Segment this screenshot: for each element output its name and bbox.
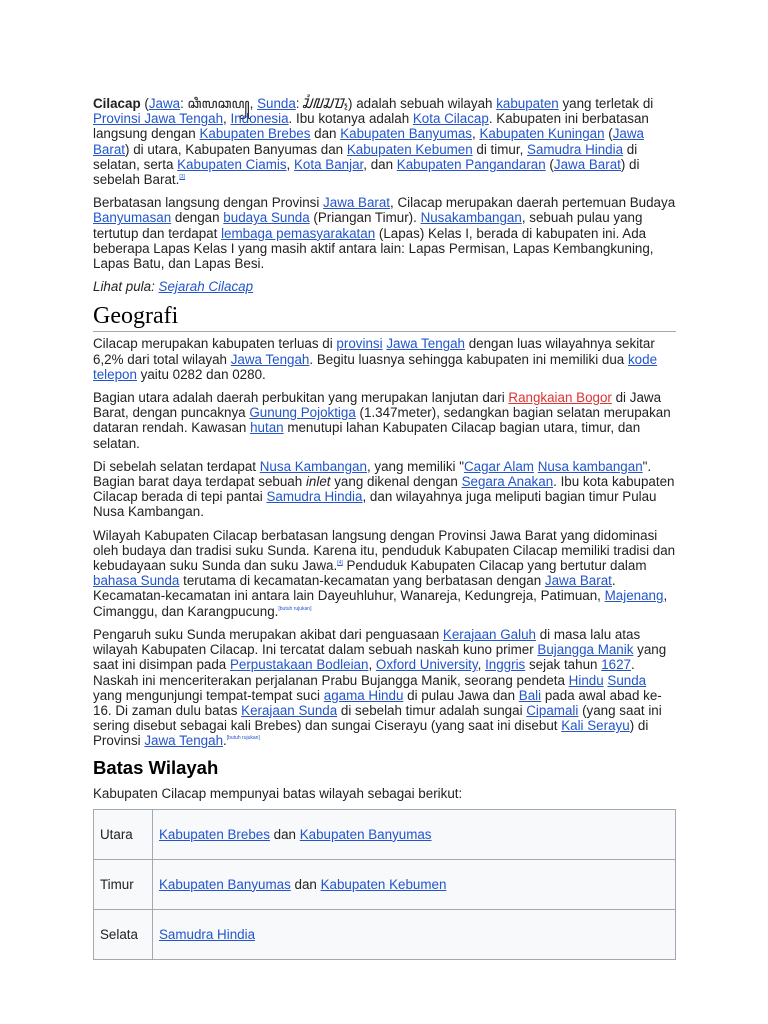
link-perpustakaan-bodleian[interactable]: Perpustakaan Bodleian xyxy=(229,657,369,673)
article-content xyxy=(93,96,676,960)
batas-intro-text: Kabupaten Cilacap mempunyai batas wilayah sebagai berikut: xyxy=(93,785,463,801)
link-hindu[interactable]: Hindu xyxy=(568,672,604,688)
text: , xyxy=(249,96,258,111)
link-cipamali[interactable]: Cipamali xyxy=(526,702,579,718)
text: yang dikenal dengan xyxy=(330,474,462,490)
text: ) adalah sebuah wilayah xyxy=(348,96,497,111)
text: menutupi lahan Kabupaten Cilacap bagian utara, timur, dan selatan. xyxy=(93,420,641,451)
text: dan xyxy=(290,876,321,892)
text: dan xyxy=(269,826,300,842)
link-kabupaten-banyumas[interactable]: Kabupaten Banyumas xyxy=(299,826,432,842)
boundary-cell xyxy=(153,859,676,909)
link-kabupaten-kebumen[interactable]: Kabupaten Kebumen xyxy=(346,141,473,157)
article-title-bold: Cilacap xyxy=(93,96,141,111)
geografi-paragraph-2 xyxy=(93,390,676,451)
direction-cell: Utara xyxy=(94,809,153,859)
text: pada awal abad ke-16. Di zaman dulu batas xyxy=(93,687,662,718)
link-lembaga-pemasyarakatan[interactable]: lembaga pemasyarakatan xyxy=(221,225,376,241)
text: di sebelah timur adalah sungai xyxy=(337,702,527,718)
link-kabupaten-brebes[interactable]: Kabupaten Brebes xyxy=(199,126,311,142)
link-kabupaten-kuningan[interactable]: Kabupaten Kuningan xyxy=(479,126,605,142)
link-samudra-hindia[interactable]: Samudra Hindia xyxy=(266,489,363,505)
link-banyumasan[interactable]: Banyumasan xyxy=(93,210,172,226)
link-kabupaten-banyumas[interactable]: Kabupaten Banyumas xyxy=(340,126,472,142)
link-samudra-hindia[interactable]: Samudra Hindia xyxy=(159,926,256,942)
link-sunda[interactable]: Sunda xyxy=(257,96,296,111)
text: terutama di kecamatan-kecamatan yang berbatasan dengan xyxy=(179,573,545,589)
text: ( xyxy=(140,96,149,111)
text: ( xyxy=(604,126,613,142)
text: , xyxy=(368,657,376,673)
see-also-label: Lihat pula: xyxy=(93,279,159,295)
text: dengan xyxy=(171,210,224,226)
boundary-table xyxy=(93,809,676,960)
text: : xyxy=(295,96,304,111)
text: ) di Provinsi xyxy=(93,718,649,749)
link-kabupaten-pangandaran[interactable]: Kabupaten Pangandaran xyxy=(396,156,546,172)
text: (Lapas) Kelas I, berada di kabupaten ini. Ada beberapa Lapas Kelas I yang masih aktif antara lain: Lapas Permisan, Lapas Kembangkuning, Lapas Batu, dan Lapas Besi. xyxy=(93,225,654,272)
text: Wilayah Kabupaten Cilacap berbatasan langsung dengan Provinsi Jawa Barat yang didominasi oleh budaya dan tradisi suku Sunda. Karena itu, penduduk Kabupaten Cilacap memiliki tradisi dan kebudayaan suku Sunda dan suku Jawa. xyxy=(93,527,676,574)
text: , xyxy=(472,126,480,142)
javanese-script-text: ꦕꦶꦭꦕꦥ꧀ xyxy=(187,96,250,111)
link-samudra-hindia[interactable]: Samudra Hindia xyxy=(527,141,624,157)
text: ( xyxy=(545,156,554,172)
text: di pulau Jawa dan xyxy=(403,687,519,703)
intro-paragraph-2 xyxy=(93,195,676,271)
link-jawa-barat[interactable]: Jawa Barat xyxy=(544,573,612,589)
link-majenang[interactable]: Majenang xyxy=(604,588,664,604)
link-kerajaan-sunda[interactable]: Kerajaan Sunda xyxy=(241,702,338,718)
text: , dan xyxy=(363,156,397,172)
link-cagar-alam[interactable]: Cagar Alam xyxy=(463,458,534,474)
link-sejarah-cilacap[interactable]: Sejarah Cilacap xyxy=(158,279,254,295)
citation-needed-tag[interactable]: [butuh rujukan] xyxy=(278,605,312,612)
text: Bagian utara adalah daerah perbukitan yang merupakan lanjutan dari xyxy=(93,390,509,406)
section-heading-geografi: Geografi xyxy=(93,302,676,332)
link-hutan[interactable]: hutan xyxy=(250,420,284,436)
link-budaya-sunda[interactable]: budaya Sunda xyxy=(223,210,310,226)
text: , Cimanggu, dan Karangpucung. xyxy=(93,588,668,619)
text: : xyxy=(180,96,188,111)
sundanese-script-text: ᮎᮤᮜᮎᮕ᮪ xyxy=(303,96,349,111)
text: dan xyxy=(310,126,341,142)
text: Penduduk Kabupaten Cilacap yang bertutur dalam xyxy=(342,558,647,574)
link-sunda[interactable]: Sunda xyxy=(607,672,647,688)
link-agama-hindu[interactable]: agama Hindu xyxy=(323,687,404,703)
geografi-paragraph-4 xyxy=(93,528,676,619)
link-kabupaten-banyumas[interactable]: Kabupaten Banyumas xyxy=(159,876,291,892)
citation-needed-tag[interactable]: [butuh rujukan] xyxy=(226,735,260,742)
geografi-paragraph-5 xyxy=(93,627,676,749)
link-jawa-tengah[interactable]: Jawa Tengah xyxy=(386,336,465,352)
boundary-cell xyxy=(153,909,676,959)
text: , xyxy=(477,657,486,673)
link-kabupaten-brebes[interactable]: Kabupaten Brebes xyxy=(159,826,270,842)
link-nusa-kambangan[interactable]: Nusa Kambangan xyxy=(259,458,367,474)
link-oxford-university[interactable]: Oxford University xyxy=(375,657,478,673)
link-kota-cilacap[interactable]: Kota Cilacap xyxy=(412,111,489,127)
text: di selatan, serta xyxy=(93,141,638,172)
link-kali-serayu[interactable]: Kali Serayu xyxy=(561,718,630,734)
reference-marker[interactable]: [4] xyxy=(337,560,343,567)
text: di masa lalu atas wilayah Kabupaten Cilacap. Ini tercatat dalam sebuah naskah kuno primer xyxy=(93,626,641,658)
text: dengan luas wilayahnya sekitar 6,2% dari total wilayah xyxy=(93,336,655,367)
text: (yang saat ini sering disebut sebagai kali Brebes) dan sungai Ciserayu (yang saat ini disebut xyxy=(93,702,662,734)
text: yang terletak di xyxy=(558,96,654,111)
text: , yang memiliki " xyxy=(366,458,464,474)
link-kabupaten[interactable]: kabupaten xyxy=(496,96,559,111)
link-kabupaten-ciamis[interactable]: Kabupaten Ciamis xyxy=(177,156,287,172)
text: (1.347meter), sedangkan bagian selatan merupakan dataran rendah. Kawasan xyxy=(93,405,671,436)
link-nusakambangan[interactable]: Nusakambangan xyxy=(420,210,522,226)
text: (Priangan Timur). xyxy=(309,210,421,226)
geografi-paragraph-3 xyxy=(93,459,676,520)
text: ) di sebelah Barat. xyxy=(93,156,640,188)
boundary-cell xyxy=(153,809,676,859)
text: , xyxy=(223,111,231,127)
text: . Kecamatan-kecamatan ini antara lain Dayeuhluhur, Wanareja, Kedungreja, Patimuan, xyxy=(93,573,616,604)
reference-marker[interactable]: [3] xyxy=(179,174,185,181)
text: , sebuah pulau yang tertutup dan terdapat xyxy=(93,210,643,241)
text: . Ibu kotanya adalah xyxy=(288,111,413,127)
direction-cell: Timur xyxy=(94,859,153,909)
link-segara-anakan[interactable]: Segara Anakan xyxy=(461,474,554,490)
geografi-paragraph-1 xyxy=(93,336,676,382)
link-kerajaan-galuh[interactable]: Kerajaan Galuh xyxy=(442,626,536,642)
link-year-1627[interactable]: 1627 xyxy=(601,657,631,673)
text: . Ibu kota kabupaten Cilacap berada di tepi pantai xyxy=(93,474,675,505)
text: ) di utara, Kabupaten Banyumas dan xyxy=(125,141,347,157)
link-kabupaten-kebumen[interactable]: Kabupaten Kebumen xyxy=(320,876,447,892)
text: . Naskah ini menceriterakan perjalanan Prabu Bujangga Manik, seorang pendeta xyxy=(93,657,635,688)
text: yang saat ini disimpan pada xyxy=(93,642,667,673)
link-jawa-tengah[interactable]: Jawa Tengah xyxy=(144,733,224,749)
text: sejak tahun xyxy=(525,657,602,673)
text: yaitu 0282 dan 0280. xyxy=(136,366,266,382)
link-jawa-barat[interactable]: Jawa Barat xyxy=(323,195,391,211)
link-provinsi[interactable]: provinsi xyxy=(336,336,383,352)
text: yang mengunjungi tempat-tempat suci xyxy=(93,687,324,703)
link-bahasa-sunda[interactable]: bahasa Sunda xyxy=(93,573,180,589)
direction-cell: Selata xyxy=(94,909,153,959)
italic-term: inlet xyxy=(305,474,331,490)
link-bali[interactable]: Bali xyxy=(518,687,542,703)
link-bujangga-manik[interactable]: Bujangga Manik xyxy=(537,642,634,658)
table-row xyxy=(94,909,676,959)
link-gunung-pojoktiga[interactable]: Gunung Pojoktiga xyxy=(249,405,356,421)
intro-paragraph-1 xyxy=(93,96,676,187)
text: di timur, xyxy=(472,141,528,157)
link-inggris[interactable]: Inggris xyxy=(485,657,526,673)
text: Berbatasan langsung dengan Provinsi xyxy=(93,195,324,211)
text: . Kabupaten ini berbatasan langsung dengan xyxy=(93,111,649,142)
text: ". Bagian barat daya terdapat sebuah xyxy=(93,458,652,490)
table-row xyxy=(94,859,676,909)
link-kota-banjar[interactable]: Kota Banjar xyxy=(294,156,364,172)
text: . Begitu luasnya sehingga kabupaten ini memiliki dua xyxy=(309,351,628,367)
text: , xyxy=(286,156,294,172)
link-kode-telepon[interactable]: kode telepon xyxy=(93,351,658,382)
link-jawa-tengah[interactable]: Jawa Tengah xyxy=(230,351,310,367)
section-heading-batas-wilayah: Batas Wilayah xyxy=(93,756,219,778)
text: Pengaruh suku Sunda merupakan akibat dari penguasaan xyxy=(93,626,443,642)
text: . xyxy=(223,733,227,749)
text: , dan wilayahnya juga meliputi bagian timur Pulau Nusa Kambangan. xyxy=(93,489,657,520)
link-provinsi-jawa-tengah[interactable]: Provinsi Jawa Tengah xyxy=(93,111,224,127)
text: , Cilacap merupakan daerah pertemuan Budaya xyxy=(390,195,676,211)
text: di Jawa Barat, dengan puncaknya xyxy=(93,390,662,421)
link-indonesia[interactable]: Indonesia xyxy=(230,111,289,127)
link-jawa-barat[interactable]: Jawa Barat xyxy=(93,126,644,157)
see-also-hatnote xyxy=(93,279,676,294)
text: Cilacap merupakan kabupaten terluas di xyxy=(93,336,337,352)
link-jawa-barat[interactable]: Jawa Barat xyxy=(553,156,621,172)
redlink-rangkaian-bogor[interactable]: Rangkaian Bogor xyxy=(508,390,612,406)
text: Di sebelah selatan terdapat xyxy=(93,458,260,474)
link-jawa[interactable]: Jawa xyxy=(148,96,181,111)
table-row xyxy=(94,809,676,859)
link-nusa-kambangan[interactable]: Nusa kambangan xyxy=(537,458,643,474)
